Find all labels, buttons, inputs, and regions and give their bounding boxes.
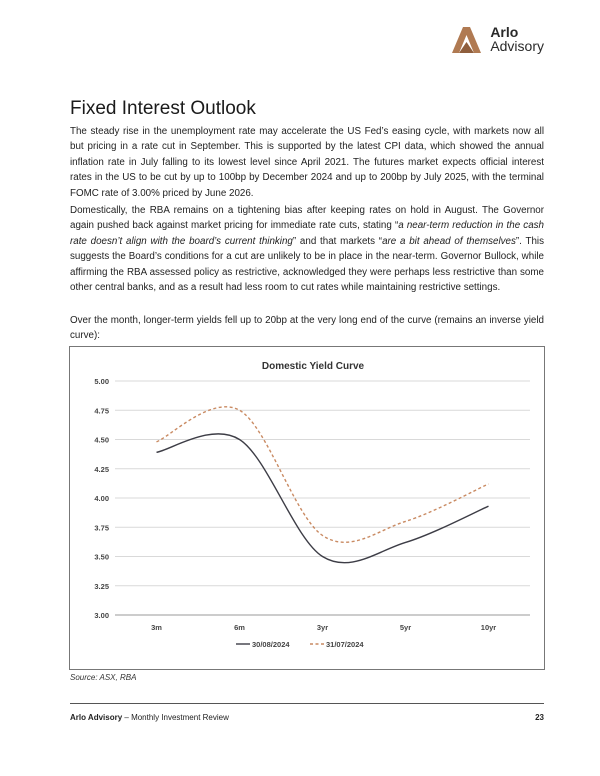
legend-label: 31/07/2024: [326, 640, 364, 649]
y-tick-label: 3.00: [94, 611, 109, 620]
y-tick-label: 3.50: [94, 552, 109, 562]
chart-grid: [115, 381, 530, 615]
paragraph-rba: [70, 203, 544, 295]
page-number: 23: [535, 713, 544, 722]
y-tick-label: 4.25: [94, 464, 109, 474]
x-tick-label: 3yr: [316, 623, 329, 632]
paragraph-us-fed: The steady rise in the unemployment rate may accelerate the US Fed’s easing cycle, with markets now all but pricing in a rate cut in September. This is supported by the latest CPI data, which showed the annual inflation rate in July falling to its lowest level since April 2021. The futures market expects official interest rates in the US to be cut by up to 100bp by December 2024 and up to 200bp by July 2025, with the terminal FOMC rate of 3.00% priced by June 2026.: [70, 126, 544, 199]
y-tick-label: 5.00: [94, 377, 109, 386]
arlo-a-mark-icon: [450, 24, 484, 54]
x-tick-label: 5yr: [399, 623, 412, 632]
y-tick-label: 4.75: [94, 406, 109, 416]
footer-divider: [70, 703, 544, 704]
logo-line1: Arlo: [490, 24, 519, 40]
rba-text-a: Domestically, the RBA remains on a tightening bias after keeping rates on hold in August. The Governor again pushed back against market pricing for immediate rate cuts, stating “: [70, 205, 544, 232]
footer-publication: – Monthly Investment Review: [122, 713, 229, 722]
y-tick-label: 3.75: [94, 523, 109, 533]
brand-logo: [450, 24, 544, 54]
page-footer: [70, 713, 544, 722]
yield-curve-chart: [69, 346, 545, 670]
y-tick-label: 4.00: [94, 494, 109, 503]
chart-canvas: [70, 347, 544, 669]
rba-text-c: ”. This suggests the Board’s conditions for a cut are unlikely to be in place in the near-term. Governor Bullock, while affirming the RBA assessed policy as restrictive, acknowledged they were perhaps less restrictive than some other central banks, and as a result had less room to cut rates while maintaining restrictive settings.: [70, 235, 544, 294]
x-axis: [151, 623, 496, 632]
rba-text-b: ” and that markets “: [292, 235, 383, 247]
x-tick-label: 3m: [151, 623, 162, 632]
footer-brand: Arlo Advisory: [70, 713, 123, 722]
rba-quote-2: are a bit ahead of themselves: [382, 235, 516, 247]
section-title: Fixed Interest Outlook: [70, 98, 256, 119]
y-tick-label: 3.25: [94, 581, 109, 591]
y-axis: [94, 377, 109, 620]
chart-series: [157, 407, 489, 563]
series-line-2: [157, 407, 489, 542]
rba-quote-1: a near-term reduction in the cash rate doesn’t align with the board’s current thinking: [70, 220, 544, 247]
logo-line2: Advisory: [490, 38, 544, 54]
x-tick-label: 6m: [234, 623, 245, 632]
source-note: Source: ASX, RBA: [70, 673, 137, 682]
legend-label: 30/08/2024: [252, 640, 290, 649]
chart-title: Domestic Yield Curve: [261, 361, 365, 372]
chart-legend: [236, 640, 364, 649]
paragraph-yields: Over the month, longer-term yields fell up to 20bp at the very long end of the curve (remains an inverse yield curve):: [70, 315, 544, 342]
x-tick-label: 10yr: [480, 623, 497, 632]
y-tick-label: 4.50: [94, 435, 109, 445]
